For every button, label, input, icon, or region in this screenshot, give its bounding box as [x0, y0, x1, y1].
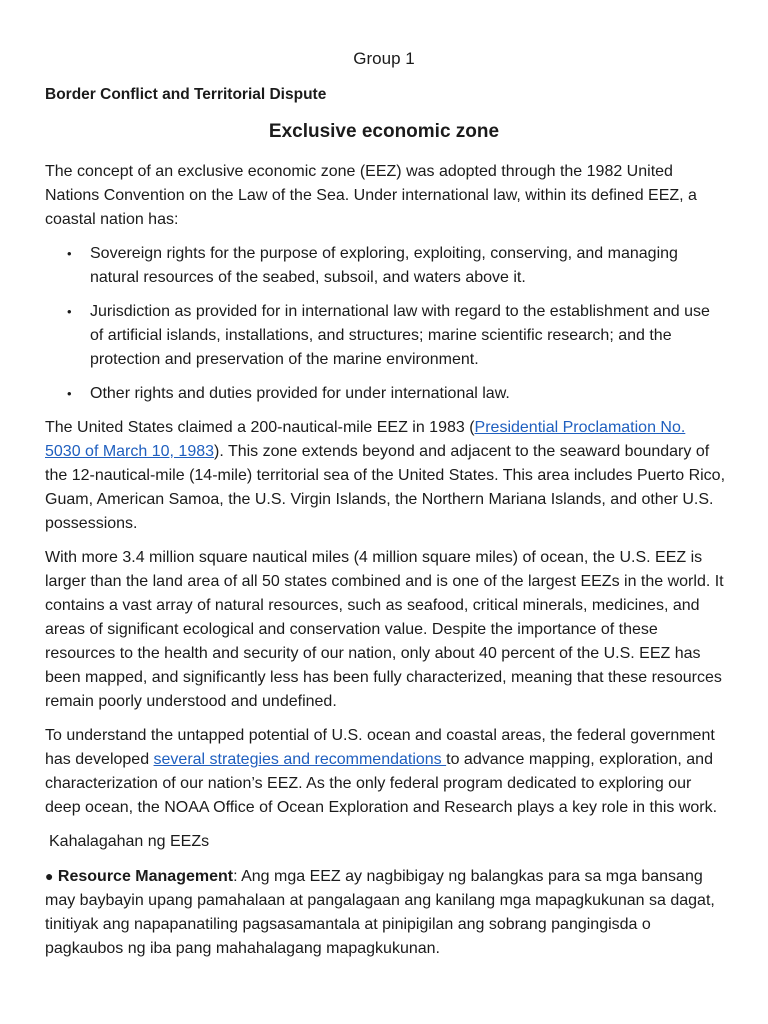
list-item: • Jurisdiction as provided for in international law with regard to the establishment and use of artificial islands, installations, and structures; marine scientific research; and the protection and preservation of the marine environment. [90, 300, 725, 372]
strategies-link[interactable]: several strategies and recommendations [153, 751, 447, 768]
us-claim-text-before: The United States claimed a 200-nautical-mile EEZ in 1983 ( [45, 419, 475, 436]
group-label: Group 1 [353, 49, 415, 68]
list-item: • Sovereign rights for the purpose of exploring, exploiting, conserving, and managing natural resources of the seabed, subsoil, and waters above it. [90, 242, 725, 290]
resource-management-paragraph [45, 864, 725, 961]
resource-management-label: Resource Management [57, 868, 234, 885]
bullet-icon: ● [45, 868, 54, 884]
subject-heading: Border Conflict and Territorial Dispute [45, 86, 327, 103]
page-title: Exclusive economic zone [268, 121, 500, 142]
list-item: • Other rights and duties provided for under international law. [90, 382, 725, 406]
size-paragraph: With more 3.4 million square nautical miles (4 million square miles) of ocean, the U.S. EEZ is larger than the land area of all 50 states combined and is one of the largest EEZs in the world. It contains a vast array of natural resources, such as seafood, critical minerals, medicines, and areas of significant ecological and conservation value. Despite the importance of these resources to the health and security of our nation, only about 40 percent of the U.S. EEZ has been mapped, and significantly less has been fully characterized, meaning that these resources remain poorly understood and undefined. [45, 549, 724, 710]
strategy-paragraph [45, 724, 725, 820]
rights-list [45, 242, 725, 406]
strategy-text-after: to advance mapping, exploration, and characterization of our nation’s EEZ. As the only federal program dedicated to exploring our deep ocean, the NOAA Office of Ocean Exploration and Research plays a key role in this work. [45, 751, 718, 816]
proclamation-link[interactable]: Presidential Proclamation No. 5030 of March 10, 1983 [45, 419, 686, 460]
document-body [45, 160, 725, 971]
strategy-text-before: To understand the untapped potential of U.S. ocean and coastal areas, the federal government has developed [45, 727, 715, 768]
us-claim-paragraph [45, 416, 725, 536]
intro-paragraph: The concept of an exclusive economic zone (EEZ) was adopted through the 1982 United Nations Convention on the Law of the Sea. Under international law, within its defined EEZ, a coastal nation has: [45, 163, 697, 228]
importance-heading: Kahalagahan ng EEZs [49, 833, 210, 850]
us-claim-text-after: ). This zone extends beyond and adjacent to the seaward boundary of the 12-nautical-mile (14-mile) territorial sea of the United States. This area includes Puerto Rico, Guam, American Samoa, the U.S. Virgin Islands, the Northern Mariana Islands, and other U.S. possessions. [45, 443, 726, 532]
resource-management-text: : Ang mga EEZ ay nagbibigay ng balangkas para sa mga bansang may baybayin upang pamahalaan at pangalagaan ang kanilang mga mapagkukunan sa dagat, tinitiyak ang napapanatiling pagsasamantala at pinipigilan ang sobrang pangingisda o pagkaubos ng iba pang mahahalagang mapagkukunan. [45, 868, 715, 957]
